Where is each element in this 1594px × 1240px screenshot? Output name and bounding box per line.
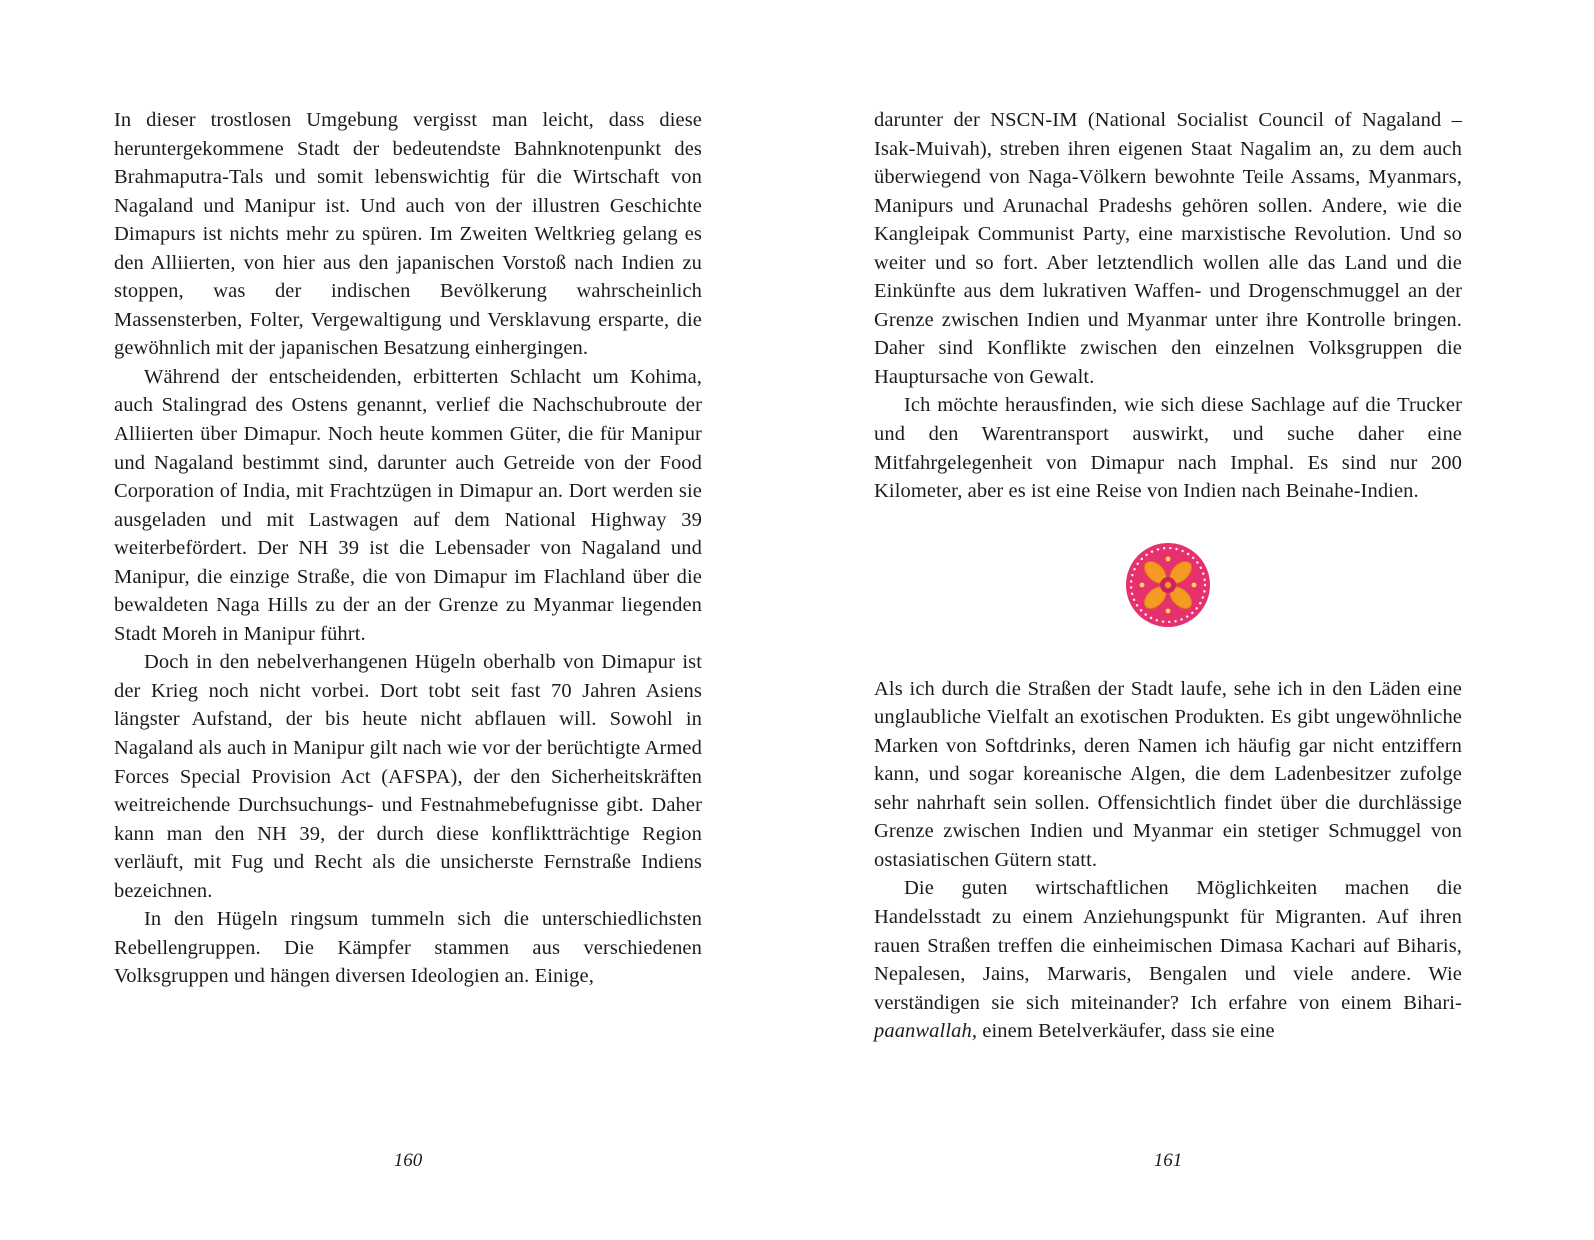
paragraph: Als ich durch die Straßen der Stadt laufe, sehe ich in den Läden eine unglaubliche Vielfalt an exotischen Produkten. Es gibt ungewöhnliche Marken von Softdrinks, deren Namen ich häufig gar nicht entziffern kann, und sogar koreanische Algen, die dem Ladenbesitzer zufolge sehr nahrhaft sein sollen. Offensichtlich findet über die durchlässige Grenze zwischen Indien und Myanmar ein stetiger Schmuggel von ostasiatischen Gütern statt.	[874, 677, 1462, 871]
paragraph-text: Die guten wirtschaftlichen Möglichkeiten machen die Handelsstadt zu einem Anziehungspunkt für Migranten. Auf ihren rauen Straßen treffen die einheimischen Dimasa Kachari auf Biharis, Nepalesen, Jains, Marwaris, Bengalen und viele andere. Wie verständigen sie sich miteinander? Ich erfahre von einem Bihari-	[874, 877, 1462, 1014]
italic-term: paanwallah,	[874, 1020, 978, 1043]
paragraph	[874, 874, 1462, 1045]
paragraph: In dieser trostlosen Umgebung vergisst man leicht, dass diese heruntergekommene Stadt der bedeutendste Bahnknotenpunkt des Brahmaputra-Tals und somit lebenswichtig für die Wirtschaft von Nagaland und Manipur ist. Und auch von der illustren Geschichte Dimapurs ist nichts mehr zu spüren. Im Zweiten Weltkrieg gelang es den Alliierten, von hier aus den japanischen Vorstoß nach Indien zu stoppen, was der indischen Bevölkerung wahrscheinlich Massensterben, Folter, Vergewaltigung und Versklavung ersparte, die gewöhnlich mit der japanischen Besatzung einhergingen.	[114, 109, 702, 360]
right-page	[874, 106, 1462, 1046]
paragraph: darunter der NSCN-IM (National Socialist Council of Nagaland – Isak-Muivah), streben ihren eigenen Staat Nagalim an, zu dem auch überwiegend von Naga-Völkern bewohnte Teile Assams, Myanmars, Manipurs und Arunachal Pradeshs gehören sollen. Andere, wie die Kangleipak Communist Party, eine marxistische Revolution. Und so weiter und so fort. Aber letztendlich wollen alle das Land und die Einkünfte aus dem lukrativen Waffen- und Drogenschmuggel an der Grenze zwischen Indien und Myanmar unter ihre Kontrolle bringen. Daher sind Konflikte zwischen den einzelnen Volksgruppen die Hauptursache von Gewalt.	[874, 109, 1462, 388]
left-page	[114, 106, 702, 991]
paragraph-text: einem Betelverkäufer, dass sie eine	[977, 1020, 1275, 1043]
paragraph: In den Hügeln ringsum tummeln sich die unterschiedlichsten Rebellengruppen. Die Kämpfer stammen aus verschiedenen Volksgruppen und hängen diversen Ideologien an. Einige,	[114, 908, 702, 988]
section-break-ornament	[1125, 542, 1211, 633]
paragraph: Ich möchte herausfinden, wie sich diese Sachlage auf die Trucker und den Warentransport auswirkt, und suche daher eine Mitfahrgelegenheit von Dimapur nach Imphal. Es sind nur 200 Kilometer, aber es ist eine Reise von Indien nach Beinahe-Indien.	[874, 394, 1462, 503]
paragraph: Während der entscheidenden, erbitterten Schlacht um Kohima, auch Stalingrad des Ostens genannt, verlief die Nachschubroute der Alliierten über Dimapur. Noch heute kommen Güter, die für Manipur und Nagaland bestimmt sind, darunter auch Getreide von der Food Corporation of India, mit Frachtzügen in Dimapur an. Dort werden sie ausgeladen und mit Lastwagen auf dem National Highway 39 weiterbefördert. Der NH 39 ist die Lebensader von Nagaland und Manipur, die einzige Straße, die von Dimapur im Flachland über die bewaldeten Naga Hills zu der an der Grenze zu Myanmar liegenden Stadt Moreh in Manipur führt.	[114, 365, 702, 645]
page-number-right: 161	[1153, 1150, 1183, 1171]
page-number-left: 160	[393, 1150, 423, 1171]
paragraph: Doch in den nebelverhangenen Hügeln oberhalb von Dimapur ist der Krieg noch nicht vorbei. Dort tobt seit fast 70 Jahren Asiens längster Aufstand, der bis heute nicht abflauen will. Sowohl in Nagaland als auch in Manipur gilt nach wie vor der berüchtigte Armed Forces Special Provision Act (AFSPA), der den Sicherheitskräften weitreichende Durchsuchungs- und Festnahmebefugnisse gibt. Daher kann man den NH 39, der durch diese konfliktträchtige Region verläuft, mit Fug und Recht als die unsicherste Fernstraße Indiens bezeichnen.	[114, 651, 702, 902]
floral-medallion-icon	[1125, 542, 1211, 628]
